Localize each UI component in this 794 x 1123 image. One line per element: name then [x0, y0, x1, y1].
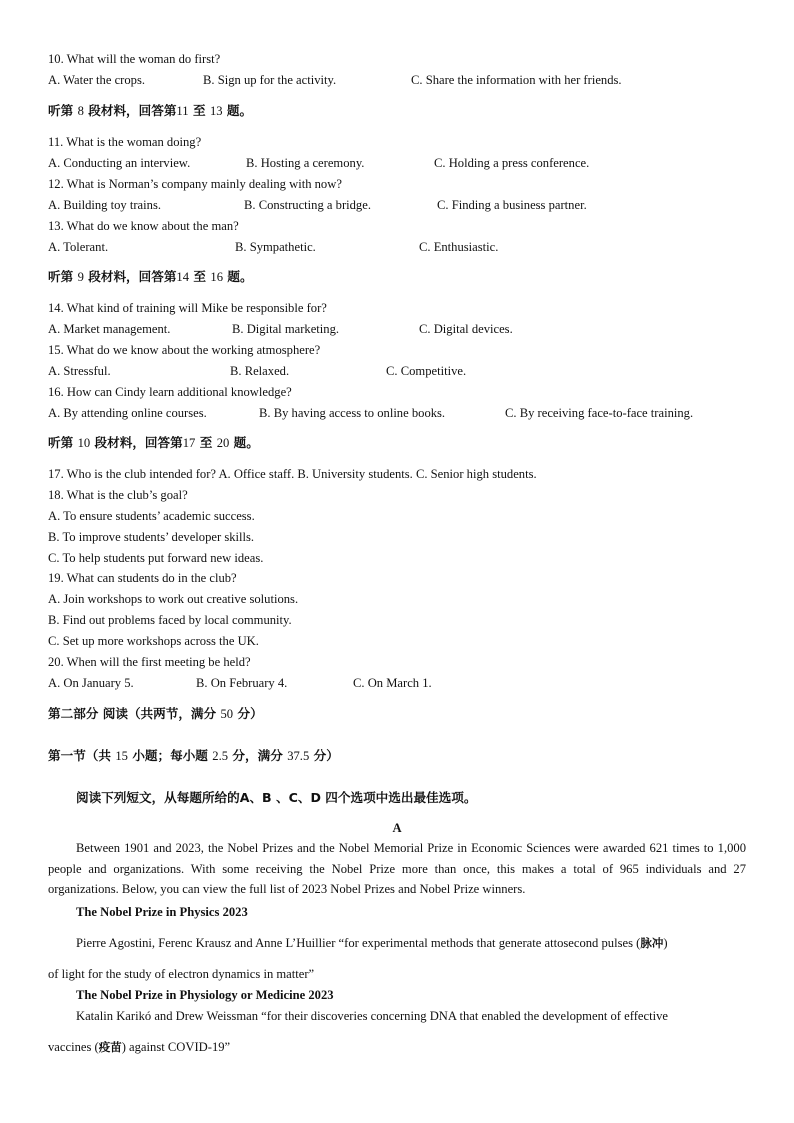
q11-option-b: B. Hosting a ceremony.	[246, 156, 365, 170]
heading-number: 50	[220, 707, 234, 721]
heading-number: 8	[77, 104, 84, 118]
question-17-line: 17. Who is the club intended for? A. Office staff. B. University students. C. Senior high students.	[48, 467, 537, 481]
question-13-stem: 13. What do we know about the man?	[48, 219, 239, 233]
q19-option-b: B. Find out problems faced by local community.	[48, 613, 292, 627]
heading-number: 2.5	[212, 749, 229, 763]
heading-number: 13	[209, 104, 223, 118]
heading-number: 9	[77, 270, 84, 284]
heading-number: 37.5	[287, 749, 310, 763]
q18-option-a: A. To ensure students’ academic success.	[48, 509, 255, 523]
q11-option-c: C. Holding a press conference.	[434, 156, 590, 170]
heading-text: 至	[188, 103, 210, 118]
text-span: Pierre Agostini, Ferenc Krausz and Anne L’Huillier “for experimental methods that generate attosecond pulses (	[76, 936, 641, 950]
question-20-stem: 20. When will the first meeting be held?	[48, 655, 251, 669]
part-2-heading	[48, 706, 263, 722]
q16-option-b: B. By having access to online books.	[259, 406, 446, 420]
physics-prize-heading: The Nobel Prize in Physics 2023	[76, 905, 248, 919]
q18-option-b: B. To improve students’ developer skills.	[48, 530, 255, 544]
text-span: )	[663, 936, 668, 950]
q11-option-a: A. Conducting an interview.	[48, 156, 191, 170]
q10-option-b: B. Sign up for the activity.	[203, 73, 337, 87]
passage-label: A	[392, 821, 402, 835]
q18-option-c: C. To help students put forward new ideas.	[48, 551, 264, 565]
heading-text: 段材料，回答第	[90, 435, 183, 450]
physics-prize-line-1	[76, 935, 746, 951]
passage-paragraph-1: Between 1901 and 2023, the Nobel Prizes and the Nobel Memorial Prize in Economic Sciences were awarded 621 times to 1,000 people and organizations. With some receiving the Nobel Prize more than once, this makes a total of 965 individuals and 27 organizations. Below, you can view the full list of 2023 Nobel Prizes and Nobel Prize winners.	[48, 841, 746, 896]
heading-text: 听第	[48, 269, 78, 284]
q13-option-a: A. Tolerant.	[48, 240, 109, 254]
heading-text: 小题；每小题	[127, 748, 213, 763]
q15-option-a: A. Stressful.	[48, 364, 111, 378]
heading-text: 至	[195, 435, 217, 450]
question-19-stem: 19. What can students do in the club?	[48, 571, 237, 585]
q14-option-c: C. Digital devices.	[419, 322, 513, 336]
heading-number: 15	[115, 749, 128, 763]
text-span: ) against COVID-19”	[121, 1040, 231, 1054]
q19-option-c: C. Set up more workshops across the UK.	[48, 634, 259, 648]
question-10-stem: 10. What will the woman do first?	[48, 52, 221, 66]
heading-number: 11	[176, 104, 189, 118]
section-9-heading	[48, 269, 253, 285]
section-1-heading	[48, 748, 339, 764]
heading-text: 题。	[229, 435, 259, 450]
heading-text: 题。	[222, 269, 253, 284]
chinese-gloss: 脉冲	[640, 936, 664, 950]
q13-option-b: B. Sympathetic.	[235, 240, 316, 254]
heading-text: 段材料，回答第	[83, 269, 177, 284]
section-8-heading	[48, 103, 252, 119]
q12-option-c: C. Finding a business partner.	[437, 198, 587, 212]
medicine-prize-heading: The Nobel Prize in Physiology or Medicine 2023	[76, 988, 334, 1002]
q13-option-c: C. Enthusiastic.	[419, 240, 499, 254]
q15-option-c: C. Competitive.	[386, 364, 467, 378]
heading-text: 段材料，回答第	[83, 103, 177, 118]
physics-prize-line-2: of light for the study of electron dynamics in matter”	[48, 967, 315, 981]
q14-option-a: A. Market management.	[48, 322, 171, 336]
section-10-heading	[48, 435, 259, 451]
question-15-stem: 15. What do we know about the working atmosphere?	[48, 343, 321, 357]
q12-option-a: A. Building toy trains.	[48, 198, 161, 212]
question-16-stem: 16. How can Cindy learn additional knowledge?	[48, 385, 292, 399]
q15-option-b: B. Relaxed.	[230, 364, 290, 378]
heading-text: 第二部分 阅读（共两节，满分	[48, 706, 221, 721]
question-14-stem: 14. What kind of training will Mike be responsible for?	[48, 301, 327, 315]
heading-text: 至	[189, 269, 211, 284]
heading-text: 听第	[48, 103, 78, 118]
question-11-stem: 11. What is the woman doing?	[48, 135, 202, 149]
q20-option-a: A. On January 5.	[48, 676, 134, 690]
q16-option-c: C. By receiving face-to-face training.	[505, 406, 694, 420]
q20-option-b: B. On February 4.	[196, 676, 288, 690]
heading-number: 10	[77, 436, 91, 450]
heading-number: 16	[210, 270, 223, 284]
q10-option-a: A. Water the crops.	[48, 73, 146, 87]
medicine-prize-line-1: Katalin Karikó and Drew Weissman “for their discoveries concerning DNA that enabled the development of effective	[76, 1009, 668, 1023]
heading-text: 第一节（共	[48, 748, 116, 763]
text-span: vaccines (	[48, 1040, 99, 1054]
heading-text: 分）	[309, 748, 339, 763]
q19-option-a: A. Join workshops to work out creative solutions.	[48, 592, 299, 606]
medicine-prize-line-2	[48, 1039, 230, 1055]
reading-instruction: 阅读下列短文，从每题所给的A、B 、C、D 四个选项中选出最佳选项。	[76, 790, 477, 805]
question-18-stem: 18. What is the club’s goal?	[48, 488, 188, 502]
heading-text: 分，满分	[228, 748, 288, 763]
heading-text: 题。	[222, 103, 253, 118]
question-12-stem: 12. What is Norman’s company mainly dealing with now?	[48, 177, 342, 191]
heading-text: 听第	[48, 435, 78, 450]
q20-option-c: C. On March 1.	[353, 676, 432, 690]
q12-option-b: B. Constructing a bridge.	[244, 198, 371, 212]
q10-option-c: C. Share the information with her friends.	[411, 73, 622, 87]
heading-text: 分）	[233, 706, 263, 721]
heading-number: 17	[182, 436, 196, 450]
q16-option-a: A. By attending online courses.	[48, 406, 207, 420]
q14-option-b: B. Digital marketing.	[232, 322, 340, 336]
heading-number: 20	[216, 436, 230, 450]
heading-number: 14	[176, 270, 190, 284]
chinese-gloss: 疫苗	[98, 1040, 122, 1054]
